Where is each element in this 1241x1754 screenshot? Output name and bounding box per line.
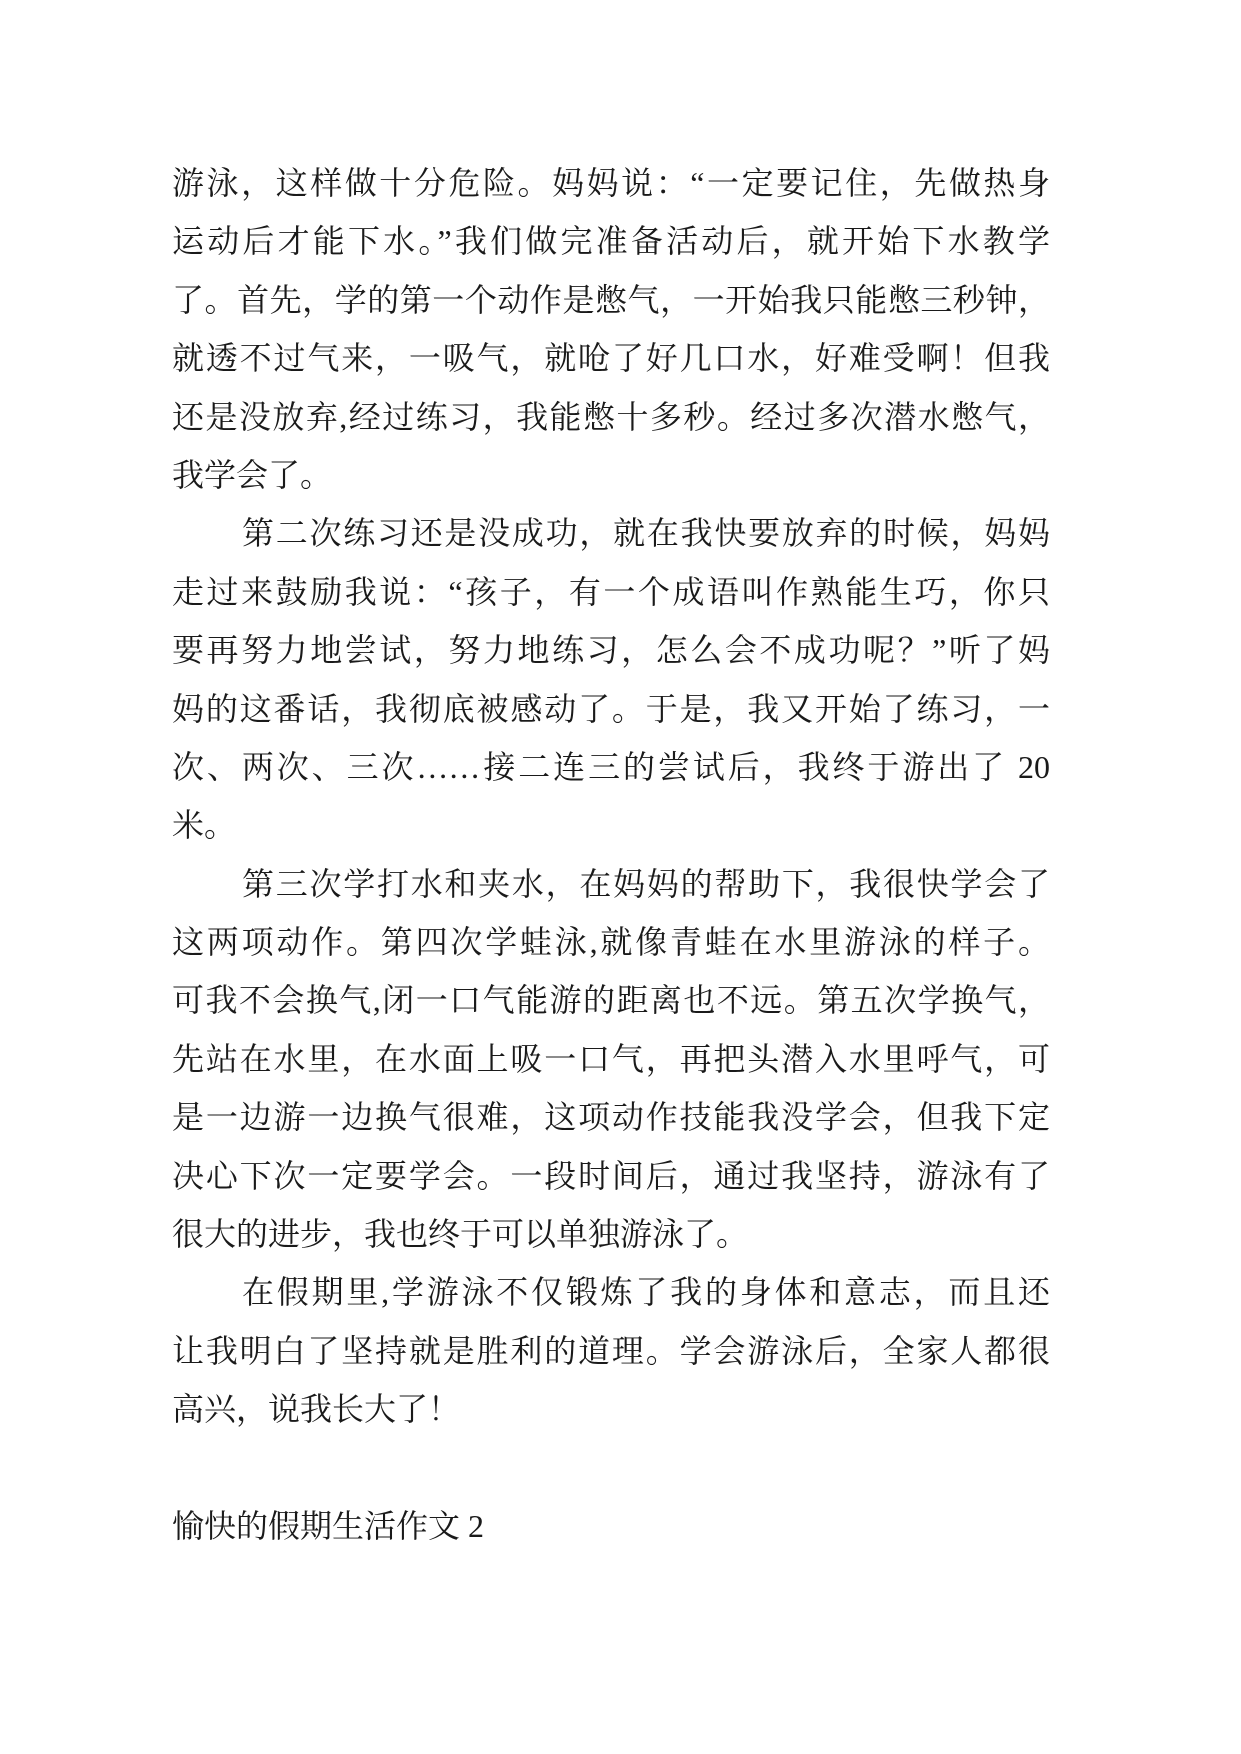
text-line: 决心下次一定要学会。一段时间后，通过我坚持，游泳有了	[172, 1157, 1050, 1194]
text-line: 先站在水里，在水面上吸一口气，再把头潜入水里呼气，可	[172, 1040, 1050, 1077]
text-line: 很大的进步，我也终于可以单独游泳了。	[172, 1216, 749, 1253]
text-line: 就透不过气来，一吸气，就呛了好几口水，好难受啊！但我	[172, 340, 1050, 377]
text-line: 还是没放弃,经过练习，我能憋十多秒。经过多次潜水憋气，	[172, 398, 1050, 435]
text-line: 高兴，说我长大了！	[172, 1391, 461, 1428]
text-line: 是一边游一边换气很难，这项动作技能我没学会，但我下定	[172, 1099, 1050, 1136]
section-heading: 愉快的假期生活作文 2	[172, 1507, 485, 1544]
text-line: 在假期里,学游泳不仅锻炼了我的身体和意志，而且还	[242, 1274, 1050, 1311]
document-body	[172, 154, 1050, 1555]
text-line: 第二次练习还是没成功，就在我快要放弃的时候，妈妈	[242, 515, 1050, 552]
text-line: 可我不会换气,闭一口气能游的距离也不远。第五次学换气，	[172, 982, 1050, 1019]
text-line: 米。	[172, 807, 237, 844]
text-line: 让我明白了坚持就是胜利的道理。学会游泳后，全家人都很	[172, 1332, 1050, 1369]
blank-line	[172, 1439, 1050, 1497]
text-line: 妈的这番话，我彻底被感动了。于是，我又开始了练习，一	[172, 690, 1050, 727]
text-line: 运动后才能下水。”我们做完准备活动后，就开始下水教学	[172, 223, 1050, 260]
text-line: 这两项动作。第四次学蛙泳,就像青蛙在水里游泳的样子。	[172, 924, 1050, 961]
text-line: 我学会了。	[172, 456, 333, 493]
essay-paragraphs	[172, 154, 1050, 1439]
text-line: 第三次学打水和夹水，在妈妈的帮助下，我很快学会了	[242, 865, 1050, 902]
text-line: 走过来鼓励我说：“孩子，有一个成语叫作熟能生巧，你只	[172, 573, 1050, 610]
text-line: 游泳，这样做十分危险。妈妈说：“一定要记住，先做热身	[172, 165, 1050, 201]
text-line: 了。首先，学的第一个动作是憋气，一开始我只能憋三秒钟，	[172, 281, 1050, 318]
text-line: 次、两次、三次……接二连三的尝试后，我终于游出了 20	[172, 748, 1050, 785]
text-line: 要再努力地尝试，努力地练习，怎么会不成功呢？”听了妈	[172, 632, 1050, 669]
